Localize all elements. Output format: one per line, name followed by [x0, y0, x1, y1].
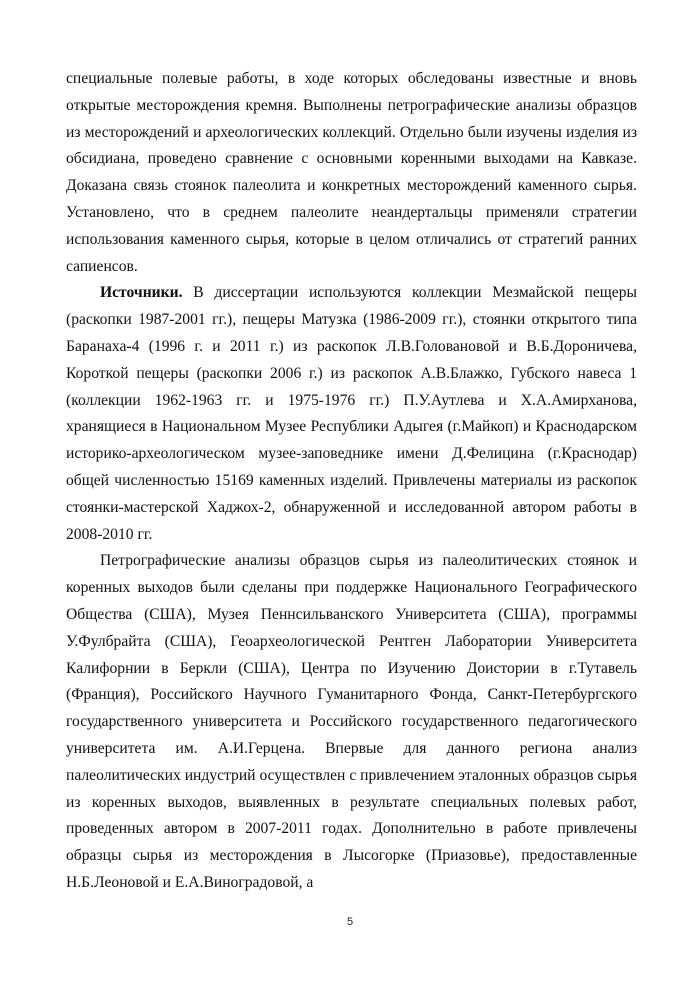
paragraph-petrographic-analyses — [66, 548, 637, 896]
paragraph-heading-sources: Источники. — [100, 284, 183, 302]
document-page — [66, 66, 637, 897]
paragraph-continuation — [66, 66, 637, 280]
paragraph-text: специальные полевые работы, в ходе которых обследованы известные и вновь открытые месторождения кремня. Выполнены петрографические анализы образцов из месторождений и археологических коллекций. Отдельно были изучены изделия из обсидиана, проведено сравнение с основными коренными выходами на Кавказе. Доказана связь стоянок палеолита и конкретных месторождений каменного сырья. Установлено, что в среднем палеолите неандертальцы применяли стратегии использования каменного сырья, которые в целом отличались от стратегий ранних сапиенсов. — [66, 70, 637, 275]
page-number: 5 — [346, 916, 354, 928]
paragraph-text: В диссертации используются коллекции Мезмайской пещеры (раскопки 1987-2001 гг.), пещеры Матузка (1986-2009 гг.), стоянки открытого типа Баранаха-4 (1996 г. и 2011 г.) из раскопок Л.В.Головановой и В.Б.Дороничева, Короткой пещеры (раскопки 2006 г.) из раскопок А.В.Блажко, Губского навеса 1 (коллекции 1962-1963 гг. и 1975-1976 гг.) П.У.Аутлева и Х.А.Амирханова, хранящиеся в Национальном Музее Республики Адыгея (г.Майкоп) и Краснодарском историко-археологическом музее-заповеднике имени Д.Фелицина (г.Краснодар) общей численностью 15169 каменных изделий. Привлечены материалы из раскопок стоянки-мастерской Хаджох-2, обнаруженной и исследованной автором работы в 2008-2010 гг. — [66, 284, 637, 543]
paragraph-sources — [66, 280, 637, 548]
paragraph-text: Петрографические анализы образцов сырья из палеолитических стоянок и коренных выходов были сделаны при поддержке Национального Географического Общества (США), Музея Пеннсильванского Университета (США), программы У.Фулбрайта (США), Геоархеологической Рентген Лаборатории Университета Калифорнии в Беркли (США), Центра по Изучению Доистории в г.Тутавель (Франция), Российского Научного Гуманитарного Фонда, Санкт-Петербургского государственного университета и Российского государственного педагогического университета им. А.И.Герцена. Впервые для данного региона анализ палеолитических индустрий осуществлен с привлечением эталонных образцов сырья из коренных выходов, выявленных в результате специальных полевых работ, проведенных автором в 2007-2011 годах. Дополнительно в работе привлечены образцы сырья из месторождения в Лысогорке (Приазовье), предоставленные Н.Б.Леоновой и Е.А.Виноградовой, а — [66, 552, 637, 891]
